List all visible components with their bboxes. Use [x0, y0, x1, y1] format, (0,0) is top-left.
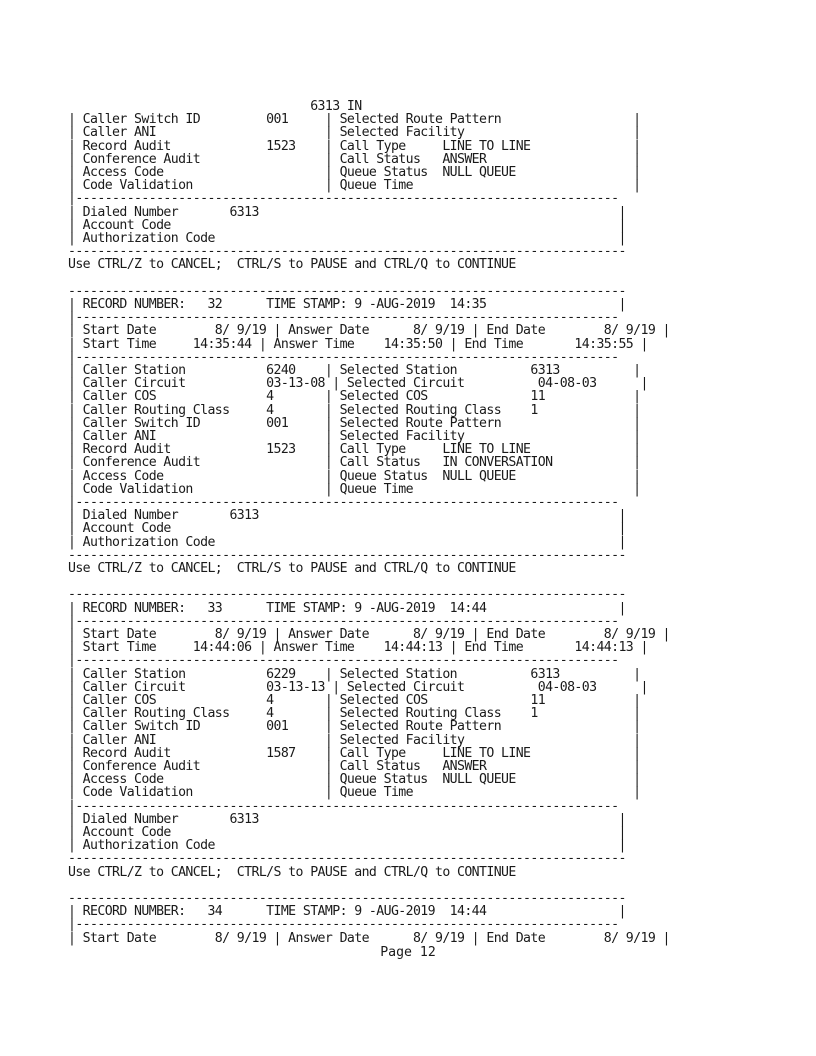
listing-line: 6313 IN: [68, 99, 362, 114]
listing-line: ----------------------------------------------------------------------------: [68, 283, 626, 299]
listing-line: Use CTRL/Z to CANCEL; CTRL/S to PAUSE and CTRL/Q to CONTINUE: [68, 864, 516, 880]
listing-line: | Access Code | Queue Status NULL QUEUE |: [68, 468, 641, 484]
listing-line: | Caller Switch ID 001 | Selected Route Pattern |: [68, 112, 641, 128]
listing-line: | Caller Routing Class 4 | Selected Routing Class 1 |: [68, 402, 641, 418]
listing-line: |--------------------------------------------------------------------------: [68, 495, 619, 510]
listing-line: | Code Validation | Queue Time |: [68, 481, 641, 497]
listing-line: | RECORD NUMBER: 32 TIME STAMP: 9 -AUG-2019 14:35 |: [68, 297, 626, 312]
listing-line: | Caller Circuit 03-13-13 | Selected Circuit 04-08-03 |: [68, 679, 648, 695]
listing-line: ----------------------------------------------------------------------------: [68, 891, 626, 906]
listing-line: | Caller Station 6240 | Selected Station 6313 |: [68, 363, 641, 378]
listing-line: | Code Validation | Queue Time |: [68, 178, 641, 194]
listing-line: | Record Audit 1523 | Call Type LINE TO LINE |: [68, 138, 641, 154]
listing-line: Use CTRL/Z to CANCEL; CTRL/S to PAUSE and CTRL/Q to CONTINUE: [68, 561, 516, 576]
listing-line: | Caller Station 6229 | Selected Station 6313 |: [68, 666, 641, 682]
listing-line: |--------------------------------------------------------------------------: [68, 310, 619, 326]
listing-line: | Start Date 8/ 9/19 | Answer Date 8/ 9/19 | End Date 8/ 9/19 |: [68, 627, 670, 642]
listing-line: | Dialed Number 6313 |: [68, 508, 626, 524]
listing-line: | Access Code | Queue Status NULL QUEUE |: [68, 165, 641, 180]
listing-line: | Conference Audit | Call Status ANSWER |: [68, 151, 641, 167]
listing-line: | Authorization Code |: [68, 231, 626, 246]
listing-line: ----------------------------------------------------------------------------: [68, 244, 626, 260]
listing-line: | Dialed Number 6313 |: [68, 811, 626, 827]
page-number: Page 12: [380, 945, 436, 960]
listing-line: | Authorization Code |: [68, 534, 626, 550]
listing-line: | RECORD NUMBER: 34 TIME STAMP: 9 -AUG-2019 14:44 |: [68, 904, 626, 920]
listing-line: | Start Date 8/ 9/19 | Answer Date 8/ 9/19 | End Date 8/ 9/19 |: [68, 930, 670, 946]
listing-line: | Conference Audit | Call Status IN CONVERSATION |: [68, 455, 641, 471]
listing-line: |--------------------------------------------------------------------------: [68, 798, 619, 814]
listing-line: | Caller Switch ID 001 | Selected Route Pattern |: [68, 415, 641, 431]
listing-line: | Record Audit 1523 | Call Type LINE TO LINE |: [68, 442, 641, 458]
listing-line: | Record Audit 1587 | Call Type LINE TO LINE |: [68, 745, 641, 761]
listing-line: | Conference Audit | Call Status ANSWER |: [68, 759, 641, 774]
listing-line: |--------------------------------------------------------------------------: [68, 613, 619, 629]
listing-line: |--------------------------------------------------------------------------: [68, 349, 619, 365]
listing-line: | Caller ANI | Selected Facility |: [68, 125, 641, 141]
listing-line: | Caller Routing Class 4 | Selected Routing Class 1 |: [68, 706, 641, 722]
listing-line: | Start Time 14:44:06 | Answer Time 14:44:13 | End Time 14:44:13 |: [68, 640, 648, 656]
listing-line: ----------------------------------------------------------------------------: [68, 587, 626, 603]
listing-line: |--------------------------------------------------------------------------: [68, 917, 619, 933]
listing-line: |--------------------------------------------------------------------------: [68, 191, 619, 207]
listing-line: | RECORD NUMBER: 33 TIME STAMP: 9 -AUG-2019 14:44 |: [68, 600, 626, 616]
listing-line: ----------------------------------------------------------------------------: [68, 547, 626, 563]
listing-line: | Start Date 8/ 9/19 | Answer Date 8/ 9/19 | End Date 8/ 9/19 |: [68, 323, 670, 339]
listing-line: | Caller Circuit 03-13-08 | Selected Circuit 04-08-03 |: [68, 376, 648, 392]
listing-line: | Account Code |: [68, 521, 626, 537]
listing-line: | Start Time 14:35:44 | Answer Time 14:35:50 | End Time 14:35:55 |: [68, 336, 648, 352]
listing-line: | Access Code | Queue Status NULL QUEUE |: [68, 772, 641, 788]
listing-line: | Account Code |: [68, 825, 626, 840]
listing-line: | Code Validation | Queue Time |: [68, 785, 641, 801]
listing-line: | Caller Switch ID 001 | Selected Route Pattern |: [68, 719, 641, 735]
listing-line: | Authorization Code |: [68, 838, 626, 854]
listing-line: | Caller COS 4 | Selected COS 11 |: [68, 693, 641, 708]
listing-line: ----------------------------------------------------------------------------: [68, 851, 626, 867]
listing-line: | Caller ANI | Selected Facility |: [68, 429, 641, 444]
listing-line: | Account Code |: [68, 217, 626, 233]
listing-line: | Caller COS 4 | Selected COS 11 |: [68, 389, 641, 405]
listing-line: Use CTRL/Z to CANCEL; CTRL/S to PAUSE and CTRL/Q to CONTINUE: [68, 257, 516, 273]
listing-line: | Dialed Number 6313 |: [68, 204, 626, 220]
listing-line: | Caller ANI | Selected Facility |: [68, 732, 641, 748]
listing-line: |--------------------------------------------------------------------------: [68, 653, 619, 669]
